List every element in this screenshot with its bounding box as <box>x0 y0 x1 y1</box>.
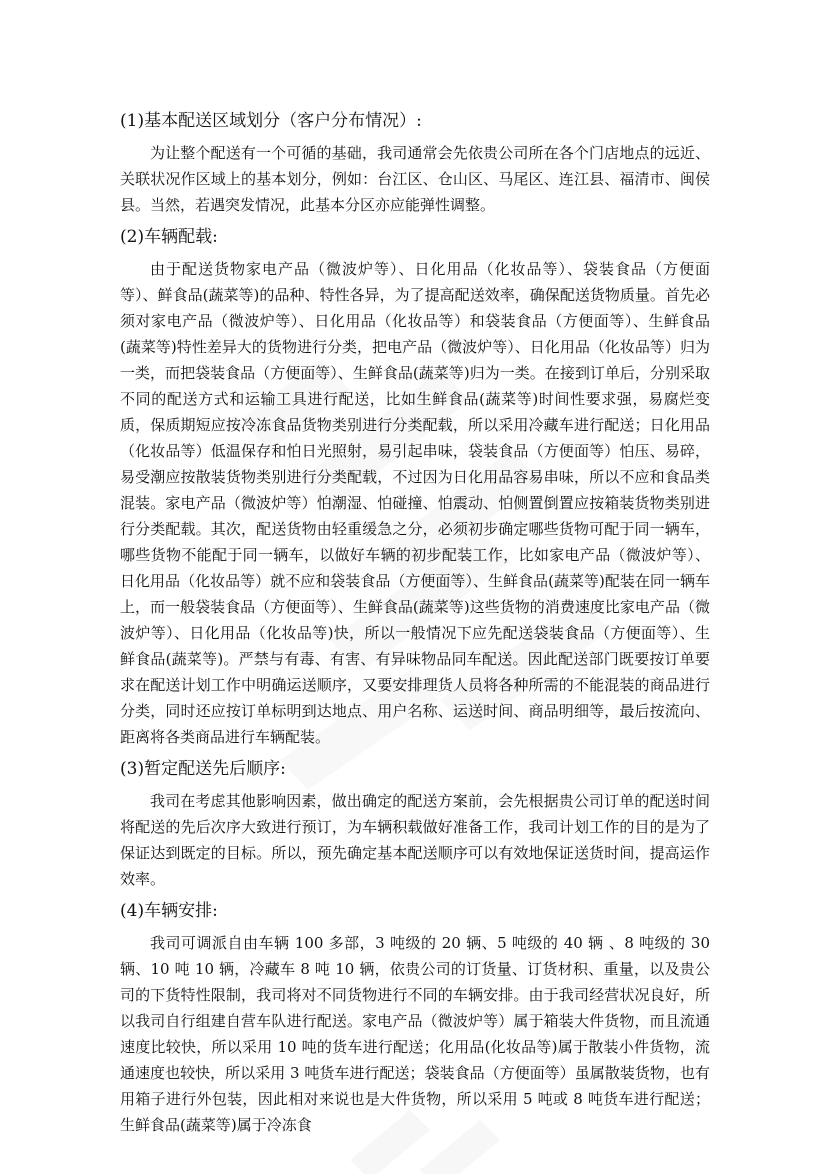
section-delivery-order <box>120 756 710 892</box>
section-area-division <box>120 108 710 218</box>
section-paragraph: 由于配送货物家电产品（微波炉等）、日化用品（化妆品等）、袋装食品（方便面等）、鲜食品(蔬菜等)的品种、特性各异，为了提高配送效率，确保配送货物质量。首先必须对家电产品（微波炉等）、日化用品（化妆品等）和袋装食品（方便面等）、生鲜食品(蔬菜等)特性差异大的货物进行分类，把电产品（微波炉等）、日化用品（化妆品等）归为一类，而把袋装食品（方便面等）、生鲜食品(蔬菜等)归为一类。在接到订单后，分别采取不同的配送方式和运输工具进行配送，比如生鲜食品(蔬菜等)时间性要求强，易腐烂变质，保质期短应按冷冻食品货物类别进行分类配载，所以采用冷藏车进行配送；日化用品（化妆品等）低温保存和怕日光照射，易引起串味，袋装食品（方便面等）怕压、易碎，易受潮应按散装货物类别进行分类配载，不过因为日化用品容易串味，所以不应和食品类混装。家电产品（微波炉等）怕潮湿、怕碰撞、怕震动、怕侧置倒置应按箱装货物类别进行分类配载。其次，配送货物由轻重缓急之分，必须初步确定哪些货物可配于同一辆车，哪些货物不能配于同一辆车，以做好车辆的初步配装工作，比如家电产品（微波炉等）、日化用品（化妆品等）就不应和袋装食品（方便面等）、生鲜食品(蔬菜等)配装在同一辆车上，而一般袋装食品（方便面等）、生鲜食品(蔬菜等)这些货物的消费速度比家电产品（微波炉等）、日化用品（化妆品等)快，所以一般情况下应先配送袋装食品（方便面等）、生鲜食品(蔬菜等)。严禁与有毒、有害、有异味物品同车配送。因此配送部门既要按订单要求在配送计划工作中明确运送顺序，又要安排理货人员将各种所需的不能混装的商品进行分类，同时还应按订单标明到达地点、用户名称、运送时间、商品明细等，最后按流向、距离将各类商品进行车辆配装。 <box>120 260 710 746</box>
section-vehicle-arrangement <box>120 898 710 1138</box>
section-heading: (1)基本配送区域划分（客户分布情况）: <box>120 111 422 131</box>
section-vehicle-loading <box>120 224 710 750</box>
section-heading: (4)车辆安排: <box>120 901 218 921</box>
section-heading: (3)暂定配送先后顺序: <box>120 759 286 779</box>
section-heading: (2)车辆配载: <box>120 227 218 247</box>
section-paragraph: 为让整个配送有一个可循的基础，我司通常会先依贵公司所在各个门店地点的远近、关联状况作区域上的基本划分，例如：台江区、仓山区、马尾区、连江县、福清市、闽侯县。当然，若遇突发情况，此基本分区亦应能弹性调整。 <box>120 144 710 214</box>
section-paragraph: 我司在考虑其他影响因素，做出确定的配送方案前，会先根据贵公司订单的配送时间将配送的先后次序大致进行预订，为车辆积载做好准备工作，我司计划工作的目的是为了保证达到既定的目标。所以，预先确定基本配送顺序可以有效地保证送货时间，提高运作效率。 <box>120 792 710 888</box>
section-paragraph: 我司可调派自由车辆 100 多部，3 吨级的 20 辆、5 吨级的 40 辆 、8 吨级的 30 辆、10 吨 10 辆，冷藏车 8 吨 10 辆，依贵公司的订货量、订货材积、重量，以及贵公司的下货特性限制，我司将对不同货物进行不同的车辆安排。由于我司经营状况良好，所以我司自行组建自营车队进行配送。家电产品（微波炉等）属于箱装大件货物，而且流通速度比较快，所以采用 10 吨的货车进行配送；化用品(化妆品等)属于散装小件货物，流通速度也较快，所以采用 3 吨货车进行配送；袋装食品（方便面等）虽属散装货物，也有用箱子进行外包装，因此相对来说也是大件货物，所以采用 5 吨或 8 吨货车进行配送；生鲜食品(蔬菜等)属于冷冻食 <box>120 934 710 1134</box>
document-body <box>120 108 710 1144</box>
